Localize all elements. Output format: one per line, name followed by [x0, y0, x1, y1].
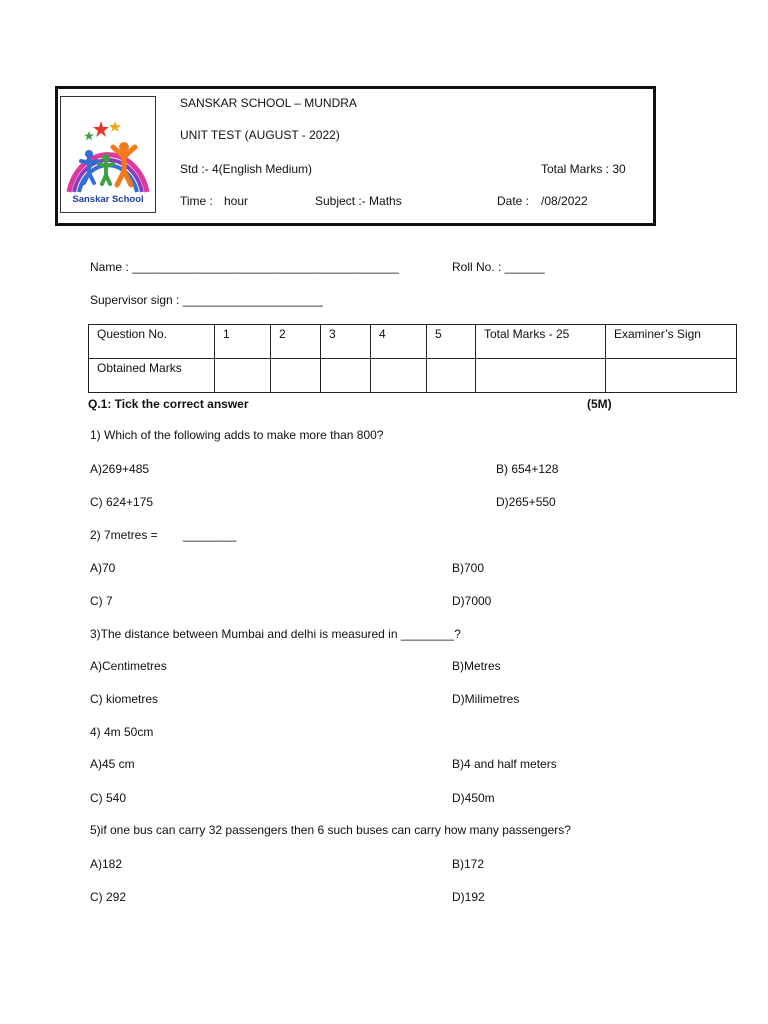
question-3: 3)The distance between Mumbai and delhi is measured in ________? [90, 627, 461, 641]
option-a[interactable]: A)269+485 [90, 462, 150, 476]
option-b[interactable]: B) 654+128 [496, 462, 559, 476]
subject: Subject :- Maths [315, 194, 402, 208]
roll-number-field[interactable]: Roll No. : ______ [452, 260, 545, 274]
option-b[interactable]: B)172 [452, 857, 485, 871]
table-cell: 4 [371, 325, 427, 359]
examiner-sign-cell[interactable] [606, 359, 737, 393]
name-field[interactable]: Name : ________________________________________ [90, 260, 399, 274]
option-c[interactable]: C) 624+175 [90, 495, 154, 509]
obtained-mark-cell[interactable] [271, 359, 321, 393]
option-c[interactable]: C) kiometres [90, 692, 159, 706]
table-cell: Question No. [89, 325, 215, 359]
option-c[interactable]: C) 292 [90, 890, 127, 904]
option-d[interactable]: D)7000 [452, 594, 492, 608]
standard: Std :- 4(English Medium) [180, 162, 313, 176]
marks-table [88, 324, 737, 393]
section-title: Q.1: Tick the correct answer [88, 397, 249, 411]
obtained-mark-cell[interactable] [321, 359, 371, 393]
obtained-mark-cell[interactable] [215, 359, 271, 393]
time-label: Time : [180, 194, 213, 208]
option-d[interactable]: D)Milimetres [452, 692, 520, 706]
option-d[interactable]: D)265+550 [496, 495, 556, 509]
table-cell: Obtained Marks [89, 359, 215, 393]
option-b[interactable]: B)4 and half meters [452, 757, 557, 771]
option-b[interactable]: B)700 [452, 561, 485, 575]
question-1: 1) Which of the following adds to make more than 800? [90, 428, 384, 442]
school-logo [60, 96, 156, 213]
time-value: hour [224, 194, 249, 208]
table-row [89, 359, 737, 393]
table-cell: Total Marks - 25 [476, 325, 606, 359]
option-a[interactable]: A)70 [90, 561, 116, 575]
question-2-blank: ________ [183, 528, 237, 542]
question-5: 5)if one bus can carry 32 passengers then 6 such buses can carry how many passengers? [90, 823, 571, 837]
question-4: 4) 4m 50cm [90, 725, 154, 739]
total-marks: Total Marks : 30 [541, 162, 626, 176]
logo-text: Sanskar School [72, 194, 144, 205]
option-c[interactable]: C) 7 [90, 594, 113, 608]
test-title: UNIT TEST (AUGUST - 2022) [180, 128, 340, 142]
table-cell: 2 [271, 325, 321, 359]
obtained-mark-cell[interactable] [427, 359, 476, 393]
question-2: 2) 7metres = [90, 528, 158, 542]
date-label: Date : [497, 194, 530, 208]
option-b[interactable]: B)Metres [452, 659, 501, 673]
option-a[interactable]: A)Centimetres [90, 659, 167, 673]
school-name: SANSKAR SCHOOL – MUNDRA [180, 96, 357, 110]
table-cell: 1 [215, 325, 271, 359]
table-cell: 5 [427, 325, 476, 359]
section-marks: (5M) [587, 397, 612, 411]
obtained-total-cell[interactable] [476, 359, 606, 393]
date-value: /08/2022 [541, 194, 588, 208]
table-row [89, 325, 737, 359]
option-c[interactable]: C) 540 [90, 791, 127, 805]
supervisor-sign-field[interactable]: Supervisor sign : _____________________ [90, 293, 323, 307]
option-d[interactable]: D)192 [452, 890, 485, 904]
table-cell: 3 [321, 325, 371, 359]
option-a[interactable]: A)45 cm [90, 757, 135, 771]
option-a[interactable]: A)182 [90, 857, 123, 871]
obtained-mark-cell[interactable] [371, 359, 427, 393]
table-cell: Examiner’s Sign [606, 325, 737, 359]
option-d[interactable]: D)450m [452, 791, 495, 805]
